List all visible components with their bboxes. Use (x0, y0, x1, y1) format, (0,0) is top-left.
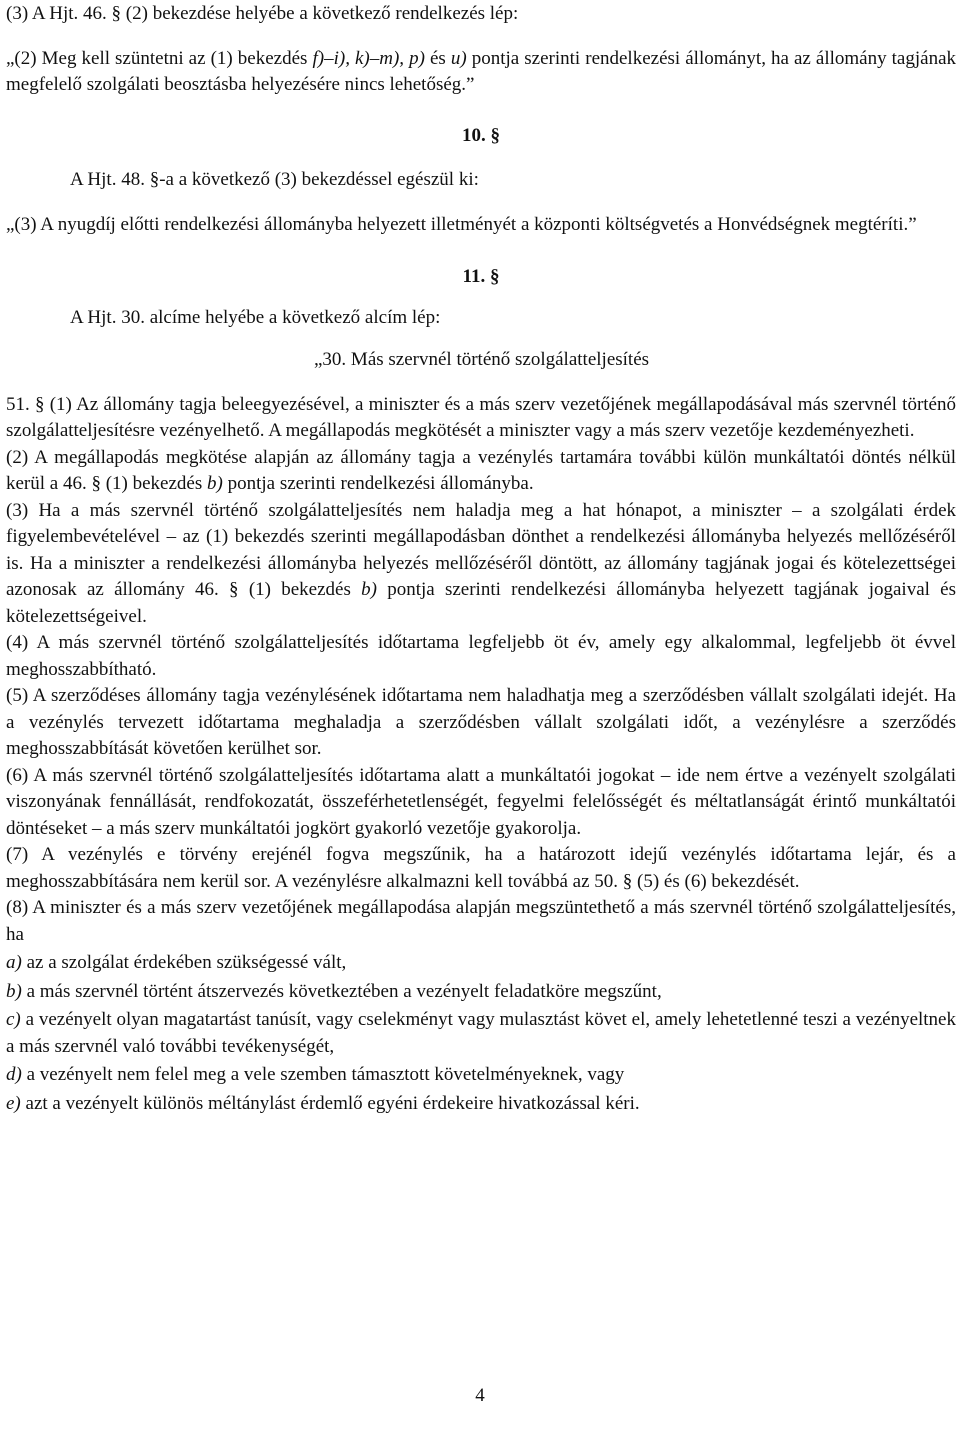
quoted-provision: „(2) Meg kell szüntetni az (1) bekezdés f)–i), k)–m), p) és u) pontja szerinti rendelkezési állományt, ha az állomány tagjának megfelelő szolgálati beosztásba helyezésére nincs lehetőség.” (6, 47, 957, 95)
paragraph-51-7: (7) A vezénylés e törvény erejénél fogva megszűnik, ha a határozott idejű vezénylés időtartama lejár, és a meghosszabbítására nem kerül sor. A vezénylésre alkalmazni kell továbbá az 50. § (5) és (6) bekezdését. (6, 844, 956, 892)
section-10-intro: A Hjt. 48. §-a a következő (3) bekezdéssel egészül ki: (70, 169, 479, 190)
list-item: e) azt a vezényelt különös méltánylást érdemlő egyéni érdekeire hivatkozással kéri. (6, 1092, 640, 1114)
section-10-quote: „(3) A nyugdíj előtti rendelkezési állományba helyezett illetményét a központi költségvetés a Honvédségnek megtéríti.” (6, 213, 917, 235)
paragraph-51-8: (8) A miniszter és a más szerv vezetőjének megállapodása alapján megszüntethető a más szervnél történő szolgálatteljesítés, ha (6, 897, 956, 945)
list-item: c) a vezényelt olyan magatartást tanúsít, vagy cselekményt vagy mulasztást követ el, amely lehetetlenné teszi a vezényeltnek a más szervnél való további tevékenységét, (6, 1009, 956, 1057)
list-item: b) a más szervnél történt átszervezés következtében a vezényelt feladatköre megszűnt, (6, 980, 662, 1002)
paragraph-51-5: (5) A szerződéses állomány tagja vezénylésének időtartama nem haladhatja meg a szerződésben vállalt szolgálati idejét. Ha a vezénylés tervezett időtartama meghaladja a szerződésben vállalt szolgálati időt, a vezénylésre a szerződés meghosszabbítását követően kerülhet sor. (6, 685, 956, 759)
paragraph-51-6: (6) A más szervnél történő szolgálatteljesítés időtartama alatt a munkáltatói jogokat – ide nem értve a vezényelt szolgálati viszonyának fennállását, rendfokozatát, összeférhetetlenségét, fegyelmi felelősségét és méltatlanságát érintő munkáltatói döntéseket – a más szerv munkáltatói jogkört gyakorló vezetője gyakorolja. (6, 764, 956, 839)
paragraph-51-3: (3) Ha a más szervnél történő szolgálatteljesítés nem haladja meg a hat hónapot, a miniszter – a szolgálati érdek figyelembevételével – az (1) bekezdés szerinti megállapodásban dönthet a rendelkezési állományba helyezés mellőzéséről is. Ha a miniszter a rendelkezési állományba helyezés mellőzéséről döntött, az állomány tagjának jogai és kötelezettségei azonosak az állomány 46. § (1) bekezdés b) pontja szerinti rendelkezési állományba helyezett tagjának jogaival és kötelezettségeivel. (6, 499, 956, 627)
paragraph-51-2: (2) A megállapodás megkötése alapján az állomány tagja a vezénylés tartamára további külön munkáltatói döntés nélkül kerül a 46. § (1) bekezdés b) pontja szerinti rendelkezési állományba. (6, 446, 956, 494)
document-page (6, 0, 956, 1117)
section-heading-10: 10. § (462, 124, 500, 146)
page-number: 4 (475, 1385, 485, 1406)
amendment-intro: (3) A Hjt. 46. § (2) bekezdése helyébe a következő rendelkezés lép: (6, 3, 519, 24)
section-11-intro: A Hjt. 30. alcíme helyébe a következő alcím lép: (70, 306, 441, 328)
section-heading-11: 11. § (462, 266, 500, 287)
paragraph-51-1: 51. § (1) Az állomány tagja beleegyezésével, a miniszter és a más szerv vezetőjének megállapodásával más szervnél történő szolgálatteljesítésre vezényelhető. A megállapodás megkötését a miniszter vagy a más szerv vezetője kezdeményezheti. (6, 393, 956, 441)
subtitle-heading: „30. Más szervnél történő szolgálatteljesítés (314, 349, 650, 370)
paragraph-51-4: (4) A más szervnél történő szolgálatteljesítés időtartama legfeljebb öt év, amely egy alkalommal, legfeljebb öt évvel meghosszabbítható. (6, 632, 956, 680)
list-item: a) az a szolgálat érdekében szükségessé vált, (6, 952, 347, 973)
list-item: d) a vezényelt nem felel meg a vele szemben támasztott követelményeknek, vagy (6, 1064, 625, 1085)
